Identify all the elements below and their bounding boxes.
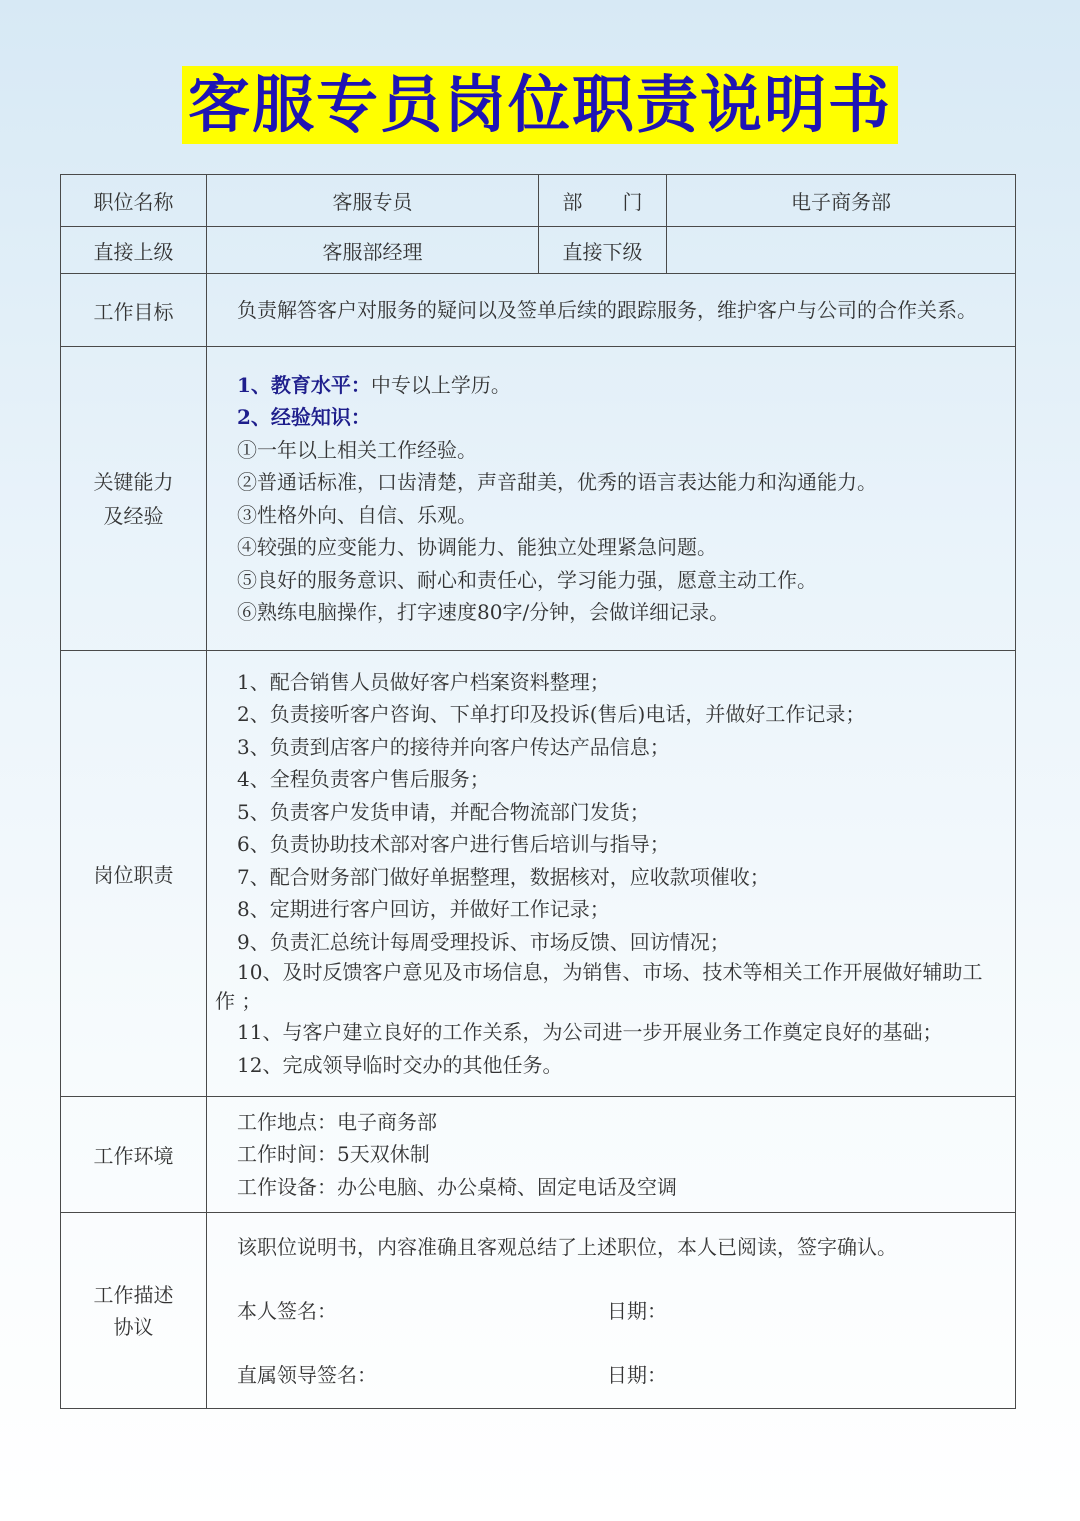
environment-label: 工作环境: [61, 1097, 207, 1213]
duty-item: 4、全程负责客户售后服务；: [237, 767, 490, 792]
environment-item: 工作时间：5天双休制: [237, 1142, 430, 1167]
agreement-cell: [207, 1213, 1016, 1409]
row-goal: [61, 274, 1016, 347]
duty-item: 12、完成领导临时交办的其他任务。: [237, 1052, 563, 1077]
duty-item: 3、负责到店客户的接待并向客户传达产品信息；: [237, 734, 670, 759]
duty-item: 10、及时反馈客户意见及市场信息，为销售、市场、技术等相关工作开展做好辅助工 作 ；: [215, 960, 983, 1014]
education-heading: 1、教育水平：: [237, 372, 371, 397]
position-name-value: 客服专员: [207, 175, 539, 227]
leader-date-label: 日期：: [607, 1362, 667, 1387]
goal-text: 负责解答客户对服务的疑问以及签单后续的跟踪服务，维护客户与公司的合作关系。: [237, 297, 977, 322]
agreement-label-line2: 协议: [113, 1314, 154, 1339]
row-position: [61, 175, 1016, 227]
ability-label: [61, 347, 207, 651]
self-signature-row: [237, 1295, 999, 1327]
duty-item: 8、定期进行客户回访，并做好工作记录；: [237, 897, 610, 922]
agreement-label: [61, 1213, 207, 1409]
environment-item: 工作设备：办公电脑、办公桌椅、固定电话及空调: [237, 1174, 677, 1199]
row-ability: [61, 347, 1016, 651]
duty-item: 5、负责客户发货申请，并配合物流部门发货；: [237, 799, 650, 824]
ability-item: ⑤良好的服务意识、耐心和责任心，学习能力强，愿意主动工作。: [237, 567, 817, 592]
leader-signature-label: 直属领导签名：: [237, 1362, 377, 1387]
subordinate-value: [667, 227, 1016, 274]
experience-heading: 2、经验知识：: [237, 405, 371, 429]
ability-item: ③性格外向、自信、乐观。: [237, 502, 477, 527]
duty-item: 7、配合财务部门做好单据整理，数据核对，应收款项催收；: [237, 864, 770, 889]
ability-item: ⑥熟练电脑操作，打字速度80字/分钟，会做详细记录。: [237, 600, 730, 624]
department-value: 电子商务部: [667, 175, 1016, 227]
duty-item: 2、负责接听客户咨询、下单打印及投诉(售后)电话，并做好工作记录；: [237, 702, 866, 727]
ability-item: ②普通话标准，口齿清楚，声音甜美，优秀的语言表达能力和沟通能力。: [237, 470, 877, 494]
self-signature-label: 本人签名：: [237, 1298, 337, 1323]
ability-label-line2: 及经验: [103, 503, 164, 528]
duty-item: 9、负责汇总统计每周受理投诉、市场反馈、回访情况；: [237, 929, 730, 954]
duties-label: 岗位职责: [61, 651, 207, 1097]
superior-label: 直接上级: [61, 227, 207, 274]
agreement-statement: 该职位说明书，内容准确且客观总结了上述职位，本人已阅读，签字确认。: [237, 1234, 897, 1259]
ability-item: ①一年以上相关工作经验。: [237, 437, 477, 462]
education-text: 中专以上学历。: [370, 372, 511, 397]
environment-item: 工作地点：电子商务部: [237, 1109, 437, 1134]
goal-cell: [207, 274, 1016, 347]
duty-item: 1、配合销售人员做好客户档案资料整理；: [237, 669, 610, 694]
duty-item: 6、负责协助技术部对客户进行售后培训与指导；: [237, 832, 670, 857]
duty-item: 11、与客户建立良好的工作关系，为公司进一步开展业务工作奠定良好的基础；: [237, 1020, 943, 1045]
duties-cell: [207, 651, 1016, 1097]
row-agreement: [61, 1213, 1016, 1409]
department-label: 部 门: [539, 175, 667, 227]
leader-signature-row: [237, 1359, 999, 1391]
position-name-label: 职位名称: [61, 175, 207, 227]
education-line: [237, 369, 999, 402]
row-environment: [61, 1097, 1016, 1213]
row-duties: [61, 651, 1016, 1097]
row-superior: [61, 227, 1016, 274]
title-wrap: [0, 66, 1080, 144]
ability-cell: [207, 347, 1016, 651]
self-date-label: 日期：: [607, 1298, 667, 1323]
ability-item: ④较强的应变能力、协调能力、能独立处理紧急问题。: [237, 535, 717, 559]
job-description-table: [60, 174, 1016, 1409]
superior-value: 客服部经理: [207, 227, 539, 274]
ability-label-line1: 关键能力: [93, 469, 174, 494]
subordinate-label: 直接下级: [539, 227, 667, 274]
page-title: 客服专员岗位职责说明书: [182, 66, 898, 144]
goal-label: 工作目标: [61, 274, 207, 347]
agreement-label-line1: 工作描述: [93, 1282, 174, 1307]
environment-cell: [207, 1097, 1016, 1213]
